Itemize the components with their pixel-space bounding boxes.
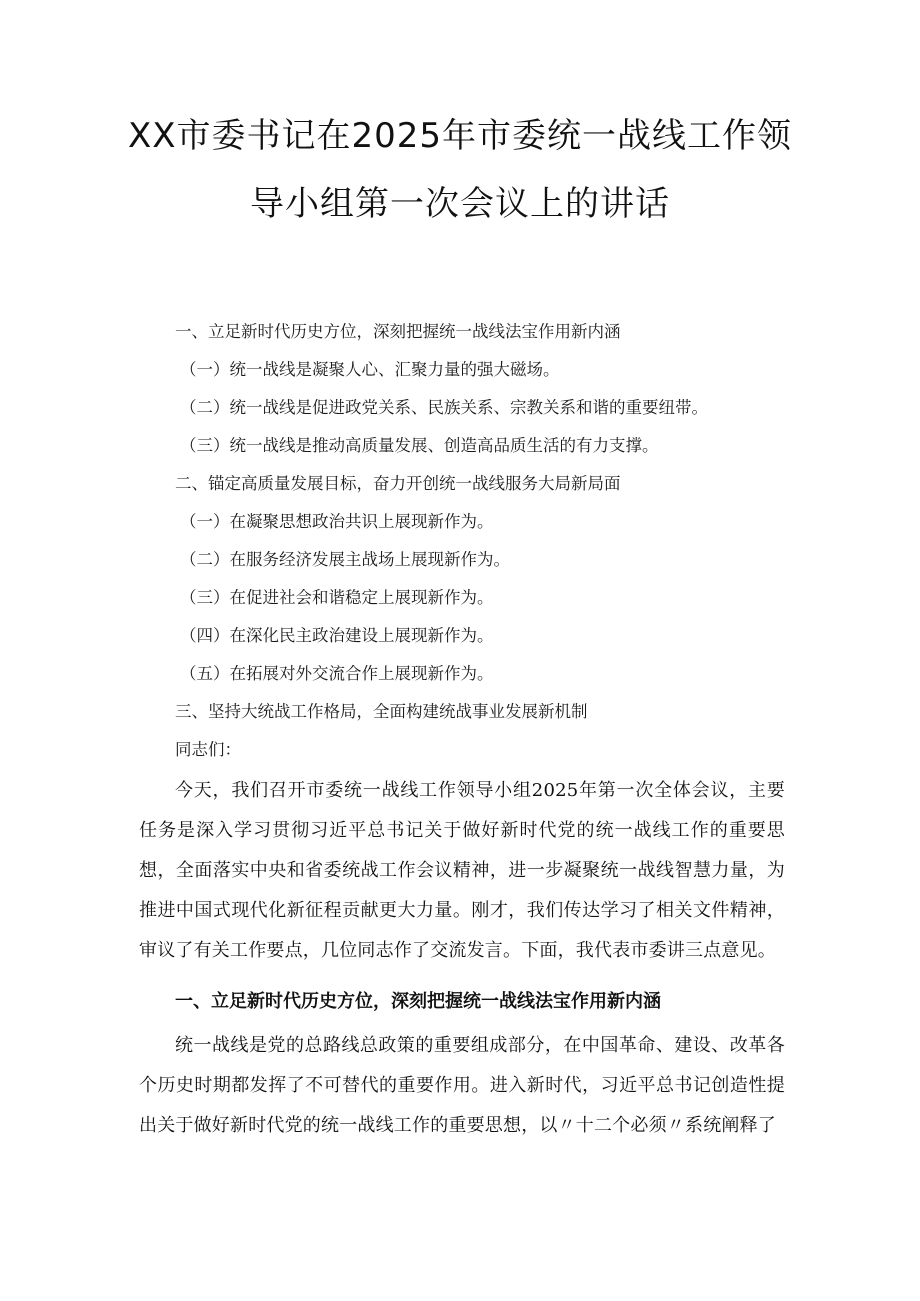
outline-item: （五）在拓展对外交流合作上展现新作为。: [180, 664, 494, 683]
section-1-heading: 一、立足新时代历史方位，深刻把握统一战线法宝作用新内涵: [175, 991, 661, 1012]
outline-item: 二、锚定高质量发展目标，奋力开创统一战线服务大局新局面: [175, 474, 621, 493]
outline-item: （三）在促进社会和谐稳定上展现新作为。: [180, 588, 494, 607]
section-1-paragraph: 统一战线是党的总路线总政策的重要组成部分，在中国革命、建设、改革各个历史时期都发挥了不可替代的重要作用。进入新时代，习近平总书记创造性提出关于做好新时代党的统一战线工作的重要思想，以〃十二个必须〃系统阐释了: [139, 1035, 785, 1136]
outline-item: （三）统一战线是推动高质量发展、创造高品质生活的有力支撑。: [180, 436, 659, 455]
outline-item: （一）在凝聚思想政治共识上展现新作为。: [180, 512, 494, 531]
outline-item: （二）统一战线是促进政党关系、民族关系、宗教关系和谐的重要纽带。: [180, 398, 708, 417]
outline-item: 三、坚持大统战工作格局，全面构建统战事业发展新机制: [175, 702, 588, 721]
outline-item: （二）在服务经济发展主战场上展现新作为。: [180, 550, 510, 569]
intro-paragraph: 今天，我们召开市委统一战线工作领导小组2025年第一次全体会议，主要任务是深入学习贯彻习近平总书记关于做好新时代党的统一战线工作的重要思想，全面落实中央和省委统战工作会议精神，进一步凝聚统一战线智慧力量，为推进中国式现代化新征程贡献更大力量。刚才，我们传达学习了相关文件精神，审议了有关工作要点，几位同志作了交流发言。下面，我代表市委讲三点意见。: [139, 780, 785, 961]
outline-list: [175, 313, 795, 731]
outline-item: （四）在深化民主政治建设上展现新作为。: [180, 626, 494, 645]
salutation: 同志们：: [175, 740, 241, 759]
document-title-line-1: XX市委书记在2025年市委统一战线工作领: [127, 116, 793, 156]
outline-item: （一）统一战线是凝聚人心、汇聚力量的强大磁场。: [180, 360, 560, 379]
outline-item: 一、立足新时代历史方位，深刻把握统一战线法宝作用新内涵: [175, 322, 621, 341]
document-title-line-2: 导小组第一次会议上的讲话: [250, 184, 670, 224]
